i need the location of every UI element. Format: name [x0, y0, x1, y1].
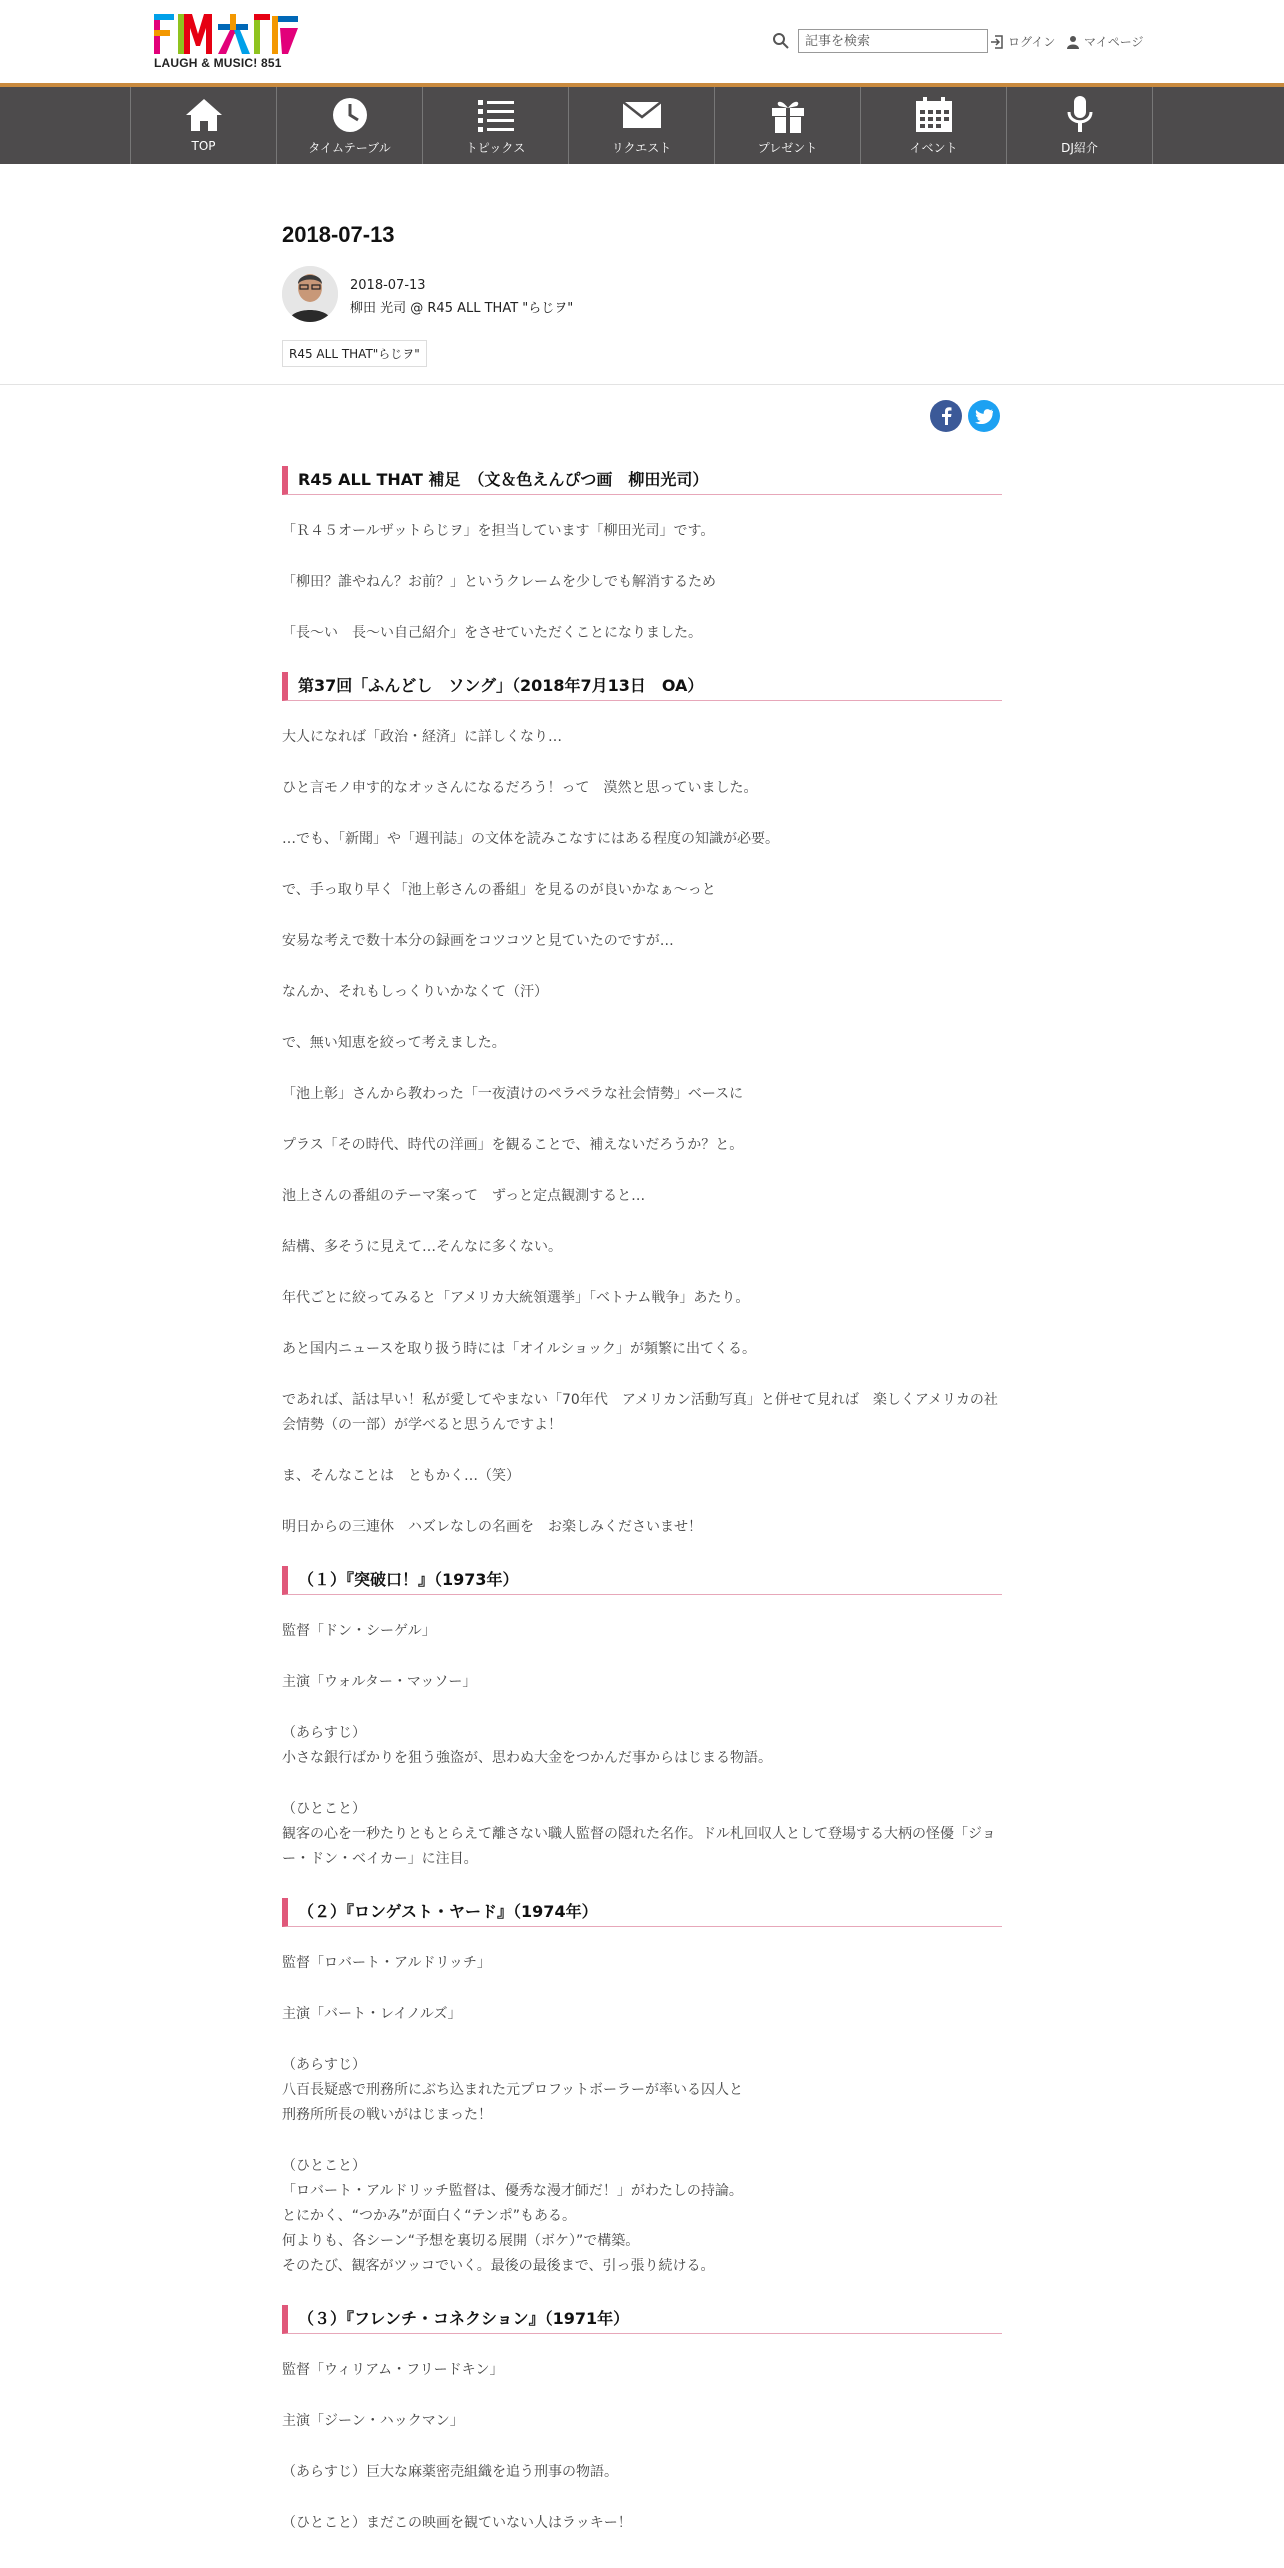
list-icon: [477, 98, 515, 132]
movie-director: 監督「ドン・シーゲル」: [282, 1623, 436, 1639]
movie-synopsis: [282, 1721, 1002, 1771]
paragraph: ま、そんなことは ともかく…（笑）: [282, 1468, 520, 1484]
tag-chip[interactable]: R45 ALL THAT"らじヲ": [282, 340, 427, 367]
nav-label: タイムテーブル: [308, 141, 391, 155]
user-icon: [1066, 35, 1080, 49]
movie-synopsis: [282, 2053, 1002, 2128]
nav-label: TOP: [191, 139, 216, 153]
nav-label: イベント: [909, 141, 958, 155]
synopsis-label: （あらすじ）: [282, 1725, 366, 1741]
section-heading: R45 ALL THAT 補足 （文＆色えんぴつ画 柳田光司）: [282, 466, 1002, 495]
section-heading: 第37回「ふんどし ソング」（2018年7月13日 OA）: [282, 672, 1002, 701]
search-box: [772, 29, 988, 53]
home-icon: [184, 97, 224, 133]
nav-item-event[interactable]: [861, 87, 1007, 164]
article-body: [282, 466, 1002, 2562]
search-input[interactable]: [798, 29, 988, 53]
gift-icon: [769, 96, 807, 134]
microphone-icon: [1065, 95, 1095, 135]
movie-comment: [282, 2154, 1002, 2279]
paragraph: なんか、それもしっくりいかなくて（汗）: [282, 984, 548, 1000]
paragraph: で、手っ取り早く「池上彰さんの番組」を見るのが良いかなぁ～っと: [282, 882, 716, 898]
nav-label: リクエスト: [611, 141, 672, 155]
comment-label: （ひとこと）: [282, 1801, 366, 1817]
comment-text: そのたび、観客がツッコでいく。最後の最後まで、引っ張り続ける。: [282, 2258, 715, 2274]
comment-label: （ひとこと）: [282, 2158, 366, 2174]
paragraph: であれば、話は早い！私が愛してやまない「70年代 アメリカン活動写真」と併せて見れば 楽しくアメリカの社会情勢（の一部）が学べると思うんですよ！: [282, 1392, 998, 1433]
paragraph: 結構、多そうに見えて…そんなに多くない。: [282, 1239, 562, 1255]
paragraph: で、無い知恵を絞って考えました。: [282, 1035, 506, 1051]
facebook-share-button[interactable]: [930, 400, 962, 432]
login-link[interactable]: [990, 33, 1055, 50]
mail-icon: [622, 101, 662, 129]
paragraph: 「長～い 長～い自己紹介」をさせていただくことになりました。: [282, 625, 702, 641]
mypage-link[interactable]: [1066, 33, 1144, 50]
paragraph: 年代ごとに絞ってみると「アメリカ大統領選挙」「ベトナム戦争」あたり。: [282, 1290, 750, 1306]
movie-heading: （３）『フレンチ・コネクション』（1971年）: [282, 2305, 1002, 2334]
main-nav: [0, 87, 1284, 164]
nav-item-timetable[interactable]: [277, 87, 423, 164]
mypage-label: マイページ: [1084, 35, 1144, 49]
comment-text: 観客の心を一秒たりともとらえて離さない職人監督の隠れた名作。ドル札回収人として登場する大柄の怪優「ジョー・ドン・ベイカー」に注目。: [282, 1826, 996, 1867]
movie-star: 主演「バート・レイノルズ」: [282, 2006, 462, 2022]
movie-comment: （ひとこと）まだこの映画を観ていない人はラッキー！: [282, 2515, 632, 2531]
movie-director: 監督「ロバート・アルドリッチ」: [282, 1955, 491, 1971]
paragraph: 池上さんの番組のテーマ案って ずっと定点観測すると…: [282, 1188, 646, 1204]
twitter-icon: [975, 409, 993, 424]
movie-star: 主演「ジーン・ハックマン」: [282, 2413, 464, 2429]
nav-item-topics[interactable]: [423, 87, 569, 164]
synopsis-label: （あらすじ）: [282, 2057, 366, 2073]
movie-heading: （２）『ロンゲスト・ヤード』（1974年）: [282, 1898, 1002, 1927]
page-title: 2018-07-13: [282, 222, 395, 247]
search-icon[interactable]: [772, 32, 790, 50]
divider: [0, 384, 1284, 385]
nav-label: DJ紹介: [1061, 141, 1098, 155]
paragraph: あと国内ニュースを取り扱う時には「オイルショック」が頻繁に出てくる。: [282, 1341, 756, 1357]
author-photo: [282, 266, 338, 322]
paragraph: 安易な考えで数十本分の録画をコツコツと見ていたのですが…: [282, 933, 674, 949]
site-header: [0, 0, 1284, 87]
paragraph: 「池上彰」さんから教わった「一夜漬けのペラペラな社会情勢」ベースに: [282, 1086, 744, 1102]
paragraph: 明日からの三連休 ハズレなしの名画を お楽しみくださいませ！: [282, 1519, 702, 1535]
comment-text: 「ロバート・アルドリッチ監督は、優秀な漫才師だ！」がわたしの持論。: [282, 2183, 743, 2199]
avatar: [282, 266, 338, 322]
comment-text: 何よりも、各シーン“予想を裏切る展開（ボケ）”で構築。: [282, 2233, 640, 2249]
nav-item-dj[interactable]: [1007, 87, 1153, 164]
movie-comment: [282, 1797, 1002, 1872]
login-icon: [990, 35, 1004, 49]
nav-label: トピックス: [465, 141, 526, 155]
paragraph: ひと言モノ申す的なオッさんになるだろう！って 漠然と思っていました。: [282, 780, 758, 796]
synopsis-text: 刑務所所長の戦いがはじまった！: [282, 2107, 492, 2123]
synopsis-text: 小さな銀行ばかりを狙う強盗が、思わぬ大金をつかんだ事からはじまる物語。: [282, 1750, 772, 1766]
nav-item-request[interactable]: [569, 87, 715, 164]
paragraph: 「Ｒ４５オールザットらじヲ」を担当しています「柳田光司」です。: [282, 523, 715, 539]
logo-tagline: LAUGH & MUSIC! 851: [154, 56, 282, 70]
calendar-icon: [915, 97, 953, 133]
paragraph: 「柳田？誰やねん？お前？」というクレームを少しでも解消するため: [282, 574, 716, 590]
twitter-share-button[interactable]: [968, 400, 1000, 432]
movie-heading: （１）『突破口！』（1973年）: [282, 1566, 1002, 1595]
post-date: 2018-07-13: [350, 278, 426, 293]
nav-item-top[interactable]: [131, 87, 277, 164]
facebook-icon: [939, 407, 953, 425]
movie-synopsis: （あらすじ）巨大な麻薬密売組織を追う刑事の物語。: [282, 2464, 618, 2480]
synopsis-text: 八百長疑惑で刑務所にぶち込まれた元プロフットボーラーが率いる囚人と: [282, 2082, 744, 2098]
nav-label: プレゼント: [757, 141, 818, 155]
paragraph: …でも、「新聞」や「週刊誌」の文体を読みこなすにはある程度の知識が必要。: [282, 831, 779, 847]
post-author[interactable]: 柳田 光司 @ R45 ALL THAT "らじヲ": [350, 301, 574, 316]
nav-item-present[interactable]: [715, 87, 861, 164]
movie-director: 監督「ウィリアム・フリードキン」: [282, 2362, 504, 2378]
login-label: ログイン: [1008, 35, 1056, 49]
clock-icon: [331, 96, 369, 134]
paragraph: プラス「その時代、時代の洋画」を観ることで、補えないだろうか？と。: [282, 1137, 744, 1153]
comment-text: とにかく、“つかみ”が面白く“テンポ”もある。: [282, 2208, 577, 2224]
movie-star: 主演「ウォルター・マッソー」: [282, 1674, 477, 1690]
paragraph: 大人になれば「政治・経済」に詳しくなり…: [282, 729, 562, 745]
